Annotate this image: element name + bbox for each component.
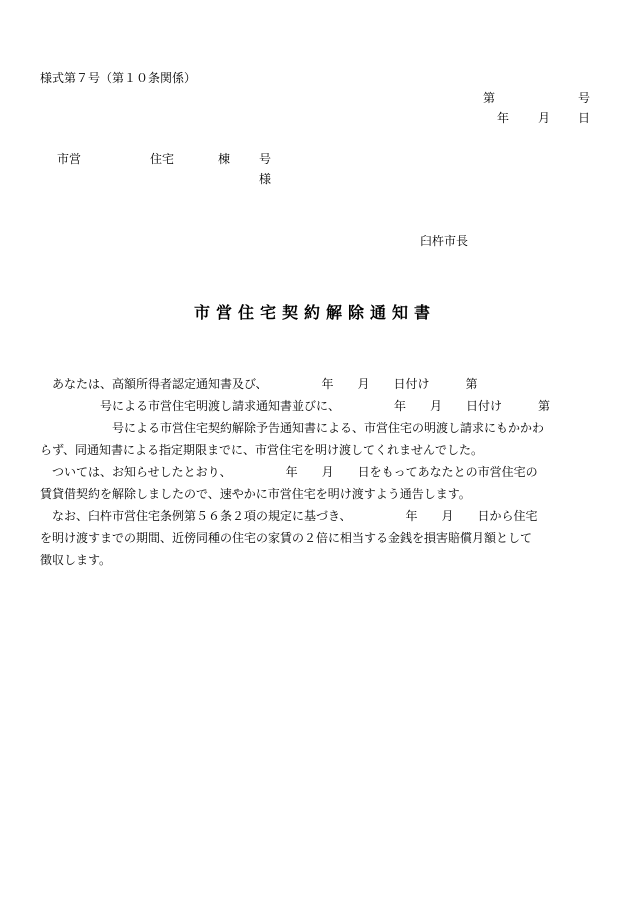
addressee-number: 号 [259,152,272,166]
body-line: 号による市営住宅契約解除予告通知書による、市営住宅の明渡し請求にもかかわ [40,421,545,435]
date-day: 日 [578,111,591,125]
body-line: あなたは、高額所得者認定通知書及び、 年 月 日付け 第 [40,377,478,391]
addressee-city: 市営 [57,152,82,166]
addressee-building: 棟 [218,152,231,166]
body-line: 号による市営住宅明渡し請求通知書並びに、 年 月 日付け 第 [40,399,551,413]
form-number: 様式第７号（第１０条関係） [40,71,197,85]
addressee-housing: 住宅 [150,152,175,166]
body-line: なお、臼杵市営住宅条例第５６条２項の規定に基づき、 年 月 日から住宅 [40,509,538,523]
body-line: を明け渡すまでの期間、近傍同種の住宅の家賃の２倍に相当する金銭を損害賠償月額として [40,531,533,545]
body-line: 賃貸借契約を解除しましたので、速やかに市営住宅を明け渡すよう通告します。 [40,487,471,501]
sender: 臼杵市長 [420,234,469,248]
date-year: 年 [497,111,510,125]
body-line: ついては、お知らせしたとおり、 年 月 日をもってあなたとの市営住宅の [40,465,538,479]
doc-number-suffix: 号 [578,91,591,105]
body-line: 徴収します。 [40,553,112,567]
doc-number-prefix: 第 [483,91,496,105]
document-title: 市営住宅契約解除通知書 [193,303,436,322]
body-line: らず、同通知書による指定期限までに、市営住宅を明け渡してくれませんでした。 [40,443,484,457]
addressee-honorific: 様 [259,172,272,186]
date-month: 月 [538,111,551,125]
